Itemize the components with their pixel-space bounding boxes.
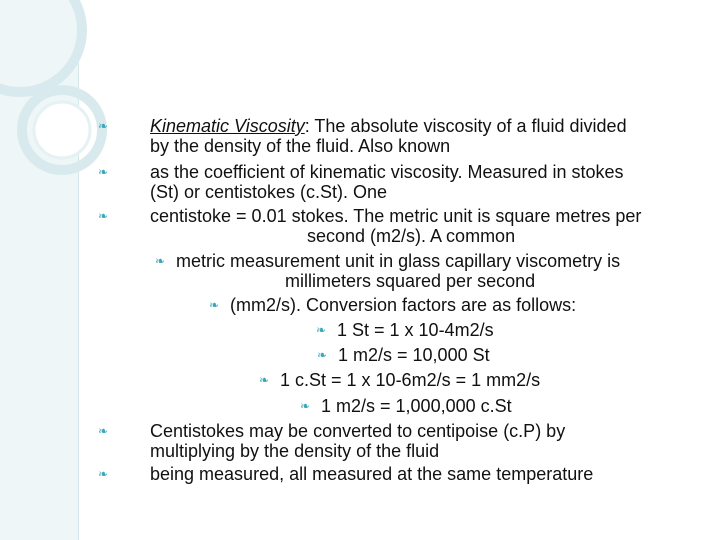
text-line: second (m2/s). A common: [307, 226, 516, 246]
text-line: as the coefficient of kinematic viscosity. Measured in stokes: [150, 162, 624, 182]
bullet-icon: ❧: [98, 424, 109, 438]
bullet-icon: ❧: [98, 209, 109, 223]
text-line: metric measurement unit in glass capillary viscometry is: [176, 251, 621, 271]
text-line: centistoke = 0.01 stokes. The metric unit is square metres per: [150, 206, 642, 226]
text-line: millimeters squared per second: [285, 271, 536, 291]
bullet-icon: ❧: [98, 467, 109, 481]
bullet-icon: ❧: [98, 119, 109, 133]
text-line: 1 m2/s = 10,000 St: [338, 345, 490, 365]
term-kinematic-viscosity: Kinematic Viscosity: [150, 116, 305, 136]
large-ring: [0, 0, 82, 92]
small-ring-inner: [34, 102, 90, 158]
text-line: Centistokes may be converted to centipoise (c.P) by: [150, 421, 566, 441]
text-line: multiplying by the density of the fluid: [150, 441, 440, 461]
text-line: (St) or centistokes (c.St). One: [150, 182, 388, 202]
text-line: 1 St = 1 x 10-4m2/s: [337, 320, 494, 340]
text-line: by the density of the fluid. Also known: [150, 136, 451, 156]
bullet-icon: ❧: [317, 348, 328, 362]
bullet-icon: ❧: [316, 323, 327, 337]
decorative-circles: [0, 0, 140, 190]
bullet-icon: ❧: [209, 298, 220, 312]
bullet-icon: ❧: [98, 165, 109, 179]
bullet-icon: ❧: [300, 399, 311, 413]
text-line: (mm2/s). Conversion factors are as follows:: [230, 295, 577, 315]
text-line: [150, 116, 627, 136]
text-line: 1 m2/s = 1,000,000 c.St: [321, 396, 512, 416]
bullet-icon: ❧: [259, 373, 270, 387]
text-line: 1 c.St = 1 x 10-6m2/s = 1 mm2/s: [280, 370, 541, 390]
line-text: : The absolute viscosity of a fluid divided: [304, 116, 627, 136]
bullet-icon: ❧: [155, 254, 166, 268]
text-line: being measured, all measured at the same temperature: [150, 464, 594, 484]
